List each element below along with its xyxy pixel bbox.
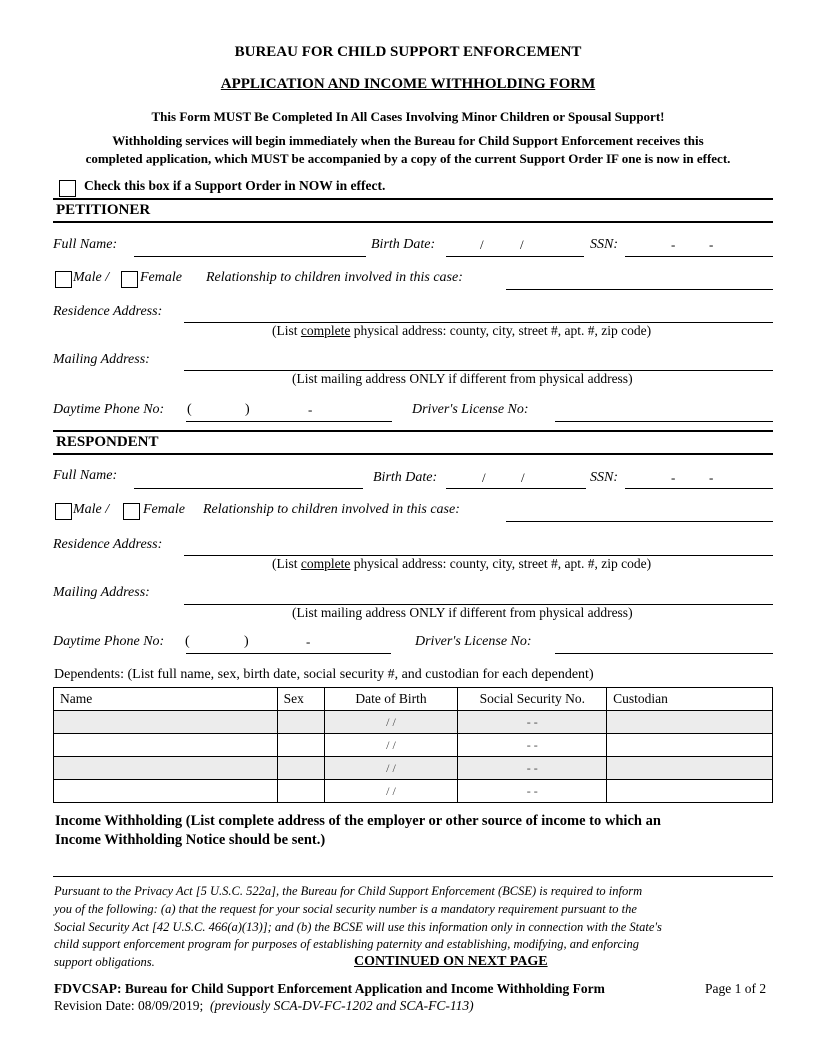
intro-line-2: completed application, which MUST be accompanied by a copy of the current Support Order IF one is now in effect.	[85, 151, 731, 166]
dependent-ssn-cell[interactable]: - -	[458, 780, 607, 803]
respondent-phone-dash: -	[306, 634, 311, 649]
respondent-phone-paren-close: )	[244, 634, 249, 649]
table-row	[54, 780, 773, 803]
respondent-residence-hint: (List complete physical address: county, city, street #, apt. #, zip code)	[272, 556, 652, 571]
dependent-custodian-cell[interactable]	[607, 757, 773, 780]
col-sex: Sex	[277, 688, 324, 711]
form-id: FDVCSAP: Bureau for Child Support Enforcement Application and Income Withholding Form	[54, 981, 605, 996]
income-line-2: Income Withholding Notice should be sent.)	[55, 832, 326, 848]
must-notice: This Form MUST Be Completed In All Cases Involving Minor Children or Spousal Support!	[151, 109, 665, 124]
privacy-line-5: support obligations.	[54, 955, 155, 969]
continued-notice: CONTINUED ON NEXT PAGE	[354, 954, 548, 969]
respondent-male-label: Male /	[73, 502, 110, 517]
petitioner-mailing-hint: (List mailing address ONLY if different from physical address)	[292, 371, 633, 386]
petitioner-male-label: Male /	[73, 270, 110, 285]
respondent-phone-label: Daytime Phone No:	[53, 634, 165, 649]
petitioner-residence-hint: (List complete physical address: county, city, street #, apt. #, zip code)	[272, 323, 652, 338]
col-dob: Date of Birth	[324, 688, 458, 711]
dependent-name-cell[interactable]	[54, 757, 278, 780]
respondent-ssn-dash-1: -	[671, 470, 676, 485]
respondent-ssn-dash-2: -	[709, 470, 714, 485]
petitioner-bd-slash-2: /	[520, 237, 524, 252]
petitioner-birth-date-label: Birth Date:	[371, 237, 436, 252]
petitioner-ssn-label: SSN:	[590, 237, 618, 252]
respondent-ssn-field[interactable]	[625, 488, 773, 489]
petitioner-phone-dash: -	[308, 402, 313, 417]
page-number: Page 1 of 2	[705, 981, 767, 996]
respondent-phone-paren-open: (	[185, 634, 190, 649]
respondent-bottom-rule	[53, 453, 773, 455]
respondent-drivers-label: Driver's License No:	[415, 634, 532, 649]
petitioner-relationship-field[interactable]	[506, 289, 773, 290]
petitioner-phone-label: Daytime Phone No:	[53, 402, 165, 417]
petitioner-male-checkbox[interactable]	[55, 271, 72, 288]
table-row	[54, 711, 773, 734]
col-ssn: Social Security No.	[458, 688, 607, 711]
privacy-line-1: Pursuant to the Privacy Act [5 U.S.C. 522a], the Bureau for Child Support Enforcement (BCSE) is required to inform	[54, 884, 643, 898]
respondent-female-label: Female	[143, 502, 185, 517]
dependents-header-row	[54, 688, 773, 711]
privacy-line-4: child support enforcement program for purposes of establishing paternity and establishing, modifying, and enforcing	[54, 937, 640, 951]
respondent-heading: RESPONDENT	[56, 434, 159, 450]
petitioner-top-rule	[53, 198, 773, 200]
dependent-name-cell[interactable]	[54, 734, 278, 757]
respondent-bd-slash-1: /	[482, 470, 486, 485]
respondent-residence-label: Residence Address:	[53, 537, 163, 552]
petitioner-bd-slash-1: /	[480, 237, 484, 252]
table-row	[54, 734, 773, 757]
petitioner-female-label: Female	[140, 270, 182, 285]
respondent-relationship-field[interactable]	[506, 521, 773, 522]
respondent-drivers-field[interactable]	[555, 653, 773, 654]
dependent-name-cell[interactable]	[54, 711, 278, 734]
respondent-birth-date-field[interactable]	[446, 488, 586, 489]
dependents-intro: Dependents: (List full name, sex, birth date, social security #, and custodian for each dependent)	[54, 667, 594, 682]
petitioner-bottom-rule	[53, 221, 773, 223]
petitioner-ssn-dash-2: -	[709, 237, 714, 252]
form-title: APPLICATION AND INCOME WITHHOLDING FORM	[220, 76, 596, 92]
dependent-sex-cell[interactable]	[277, 757, 324, 780]
support-order-label: Check this box if a Support Order in NOW in effect.	[84, 178, 386, 193]
petitioner-residence-label: Residence Address:	[53, 304, 163, 319]
respondent-phone-field[interactable]	[186, 653, 391, 654]
petitioner-drivers-field[interactable]	[555, 421, 773, 422]
petitioner-phone-field[interactable]	[186, 421, 392, 422]
dependent-sex-cell[interactable]	[277, 711, 324, 734]
respondent-relationship-label: Relationship to children involved in this case:	[203, 502, 460, 517]
intro-line-1: Withholding services will begin immediately when the Bureau for Child Support Enforcement receives this	[112, 133, 704, 148]
petitioner-phone-paren-open: (	[187, 402, 192, 417]
privacy-line-2: you of the following: (a) that the request for your social security number is a mandatory requirement pursuant to the	[54, 902, 637, 916]
table-row	[54, 757, 773, 780]
dependents-table	[53, 687, 773, 803]
col-custodian: Custodian	[607, 688, 773, 711]
petitioner-drivers-label: Driver's License No:	[412, 402, 529, 417]
petitioner-heading: PETITIONER	[56, 202, 151, 218]
petitioner-full-name-field[interactable]	[134, 256, 366, 257]
dependent-dob-cell[interactable]: / /	[324, 757, 458, 780]
col-name: Name	[54, 688, 278, 711]
revision-date: Revision Date: 08/09/2019; (previously SCA-DV-FC-1202 and SCA-FC-113)	[54, 998, 474, 1013]
respondent-top-rule	[53, 430, 773, 432]
petitioner-phone-paren-close: )	[245, 402, 250, 417]
privacy-rule	[53, 876, 773, 877]
respondent-mailing-hint: (List mailing address ONLY if different from physical address)	[292, 605, 633, 620]
respondent-male-checkbox[interactable]	[55, 503, 72, 520]
respondent-full-name-label: Full Name:	[53, 468, 118, 483]
petitioner-ssn-dash-1: -	[671, 237, 676, 252]
petitioner-mailing-label: Mailing Address:	[53, 352, 150, 367]
respondent-bd-slash-2: /	[521, 470, 525, 485]
petitioner-female-checkbox[interactable]	[121, 271, 138, 288]
dependent-ssn-cell[interactable]: - -	[458, 734, 607, 757]
respondent-full-name-field[interactable]	[134, 488, 363, 489]
petitioner-ssn-field[interactable]	[625, 256, 773, 257]
support-order-checkbox[interactable]	[59, 180, 76, 197]
respondent-mailing-label: Mailing Address:	[53, 585, 150, 600]
petitioner-birth-date-field[interactable]	[446, 256, 584, 257]
dependent-dob-cell[interactable]: / /	[324, 780, 458, 803]
dependent-ssn-cell[interactable]: - -	[458, 711, 607, 734]
dependent-dob-cell[interactable]: / /	[324, 734, 458, 757]
dependent-custodian-cell[interactable]	[607, 780, 773, 803]
dependent-sex-cell[interactable]	[277, 780, 324, 803]
respondent-female-checkbox[interactable]	[123, 503, 140, 520]
dependent-dob-cell[interactable]: / /	[324, 711, 458, 734]
dependent-name-cell[interactable]	[54, 780, 278, 803]
petitioner-relationship-label: Relationship to children involved in this case:	[206, 270, 463, 285]
dependent-custodian-cell[interactable]	[607, 734, 773, 757]
petitioner-full-name-label: Full Name:	[53, 237, 118, 252]
income-line-1: Income Withholding (List complete address of the employer or other source of income to which an	[55, 813, 661, 829]
dependent-ssn-cell[interactable]: - -	[458, 757, 607, 780]
privacy-line-3: Social Security Act [42 U.S.C. 466(a)(13)]; and (b) the BCSE will use this information only in connection with the State's	[54, 920, 662, 934]
dependent-custodian-cell[interactable]	[607, 711, 773, 734]
respondent-birth-date-label: Birth Date:	[373, 470, 438, 485]
agency-title: BUREAU FOR CHILD SUPPORT ENFORCEMENT	[234, 44, 582, 60]
dependent-sex-cell[interactable]	[277, 734, 324, 757]
respondent-ssn-label: SSN:	[590, 470, 618, 485]
